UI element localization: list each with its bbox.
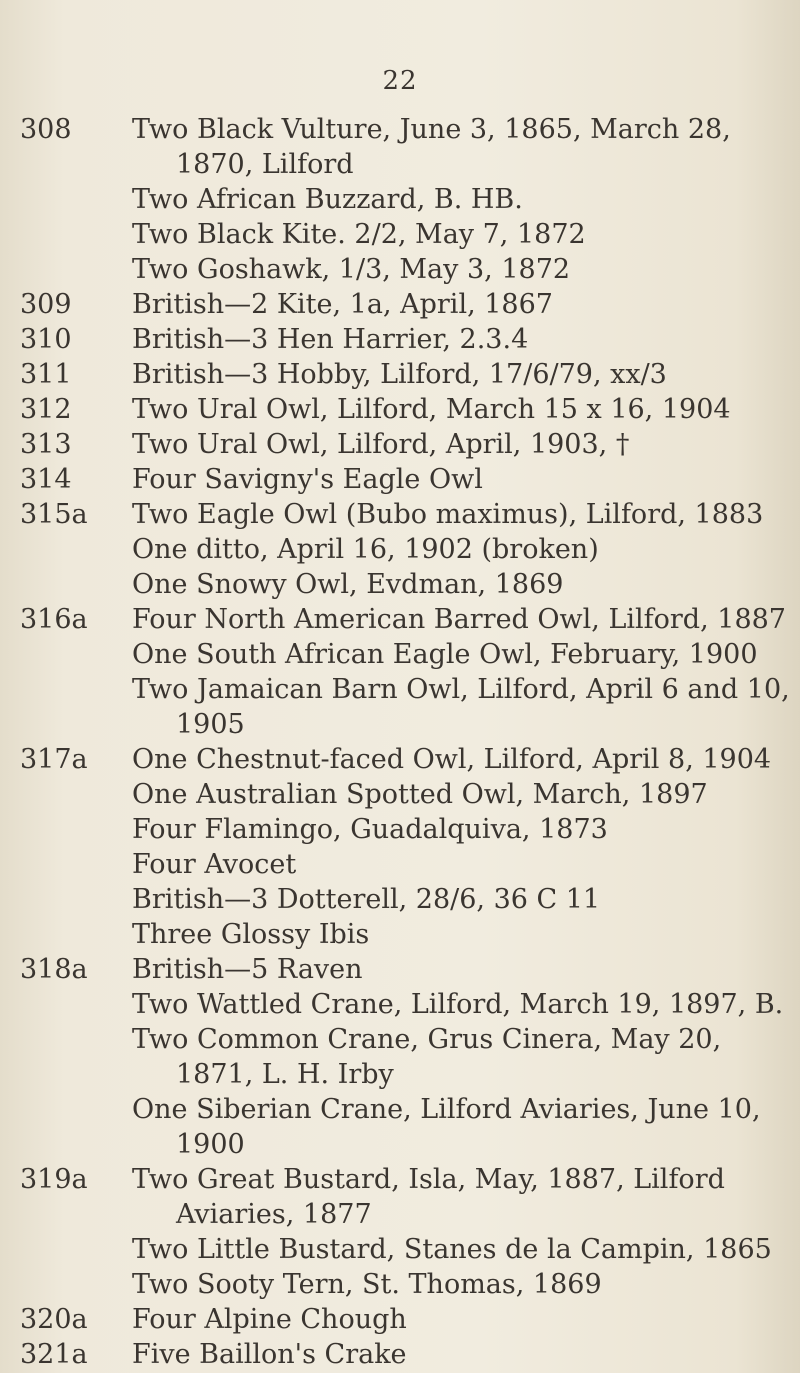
lot-entry bbox=[20, 602, 792, 742]
lot-description: Two Little Bustard, Stanes de la Campin, 1865 bbox=[132, 1234, 772, 1265]
lot-number: 320a bbox=[20, 1304, 88, 1335]
lot-description: Four Alpine Chough bbox=[132, 1304, 407, 1335]
lot-description: One Chestnut-faced Owl, Lilford, April 8, 1904 bbox=[132, 744, 772, 775]
lot-description: One ditto, April 16, 1902 (broken) bbox=[132, 534, 599, 565]
lot-number: 316a bbox=[20, 604, 88, 635]
lot-entry bbox=[20, 1162, 792, 1302]
lot-entry bbox=[20, 112, 792, 287]
page-number: 22 bbox=[382, 66, 418, 96]
lot-description: One South African Eagle Owl, February, 1900 bbox=[132, 639, 758, 670]
lot-number: 315a bbox=[20, 499, 88, 530]
lot-description: Two Ural Owl, Lilford, March 15 x 16, 1904 bbox=[132, 394, 731, 425]
lot-number: 318a bbox=[20, 954, 88, 985]
lot-number: 309 bbox=[20, 289, 72, 320]
lot-description: Two Common Crane, Grus Cinera, May 20, 1871, L. H. Irby bbox=[132, 1024, 722, 1090]
lot-description: Four North American Barred Owl, Lilford, 1887 bbox=[132, 604, 786, 635]
lot-number: 312 bbox=[20, 394, 72, 425]
lot-description: Two Sooty Tern, St. Thomas, 1869 bbox=[132, 1269, 602, 1300]
lot-number: 317a bbox=[20, 744, 88, 775]
lot-entry bbox=[20, 392, 792, 427]
lot-description: Two Eagle Owl (Bubo maximus), Lilford, 1883 bbox=[132, 499, 764, 530]
lot-entry bbox=[20, 357, 792, 392]
lot-description: Two Ural Owl, Lilford, April, 1903, † bbox=[132, 429, 630, 460]
lot-description: Two Great Bustard, Isla, May, 1887, Lilford Aviaries, 1877 bbox=[132, 1164, 725, 1230]
lot-number: 314 bbox=[20, 464, 72, 495]
lot-description: British—3 Hen Harrier, 2.3.4 bbox=[132, 324, 529, 355]
lot-entry bbox=[20, 1302, 792, 1337]
lot-description: Four Avocet bbox=[132, 849, 297, 880]
lot-description: Two African Buzzard, B. HB. bbox=[132, 184, 523, 215]
lot-number: 313 bbox=[20, 429, 72, 460]
lot-description: British—5 Raven bbox=[132, 954, 363, 985]
lot-description: Four Flamingo, Guadalquiva, 1873 bbox=[132, 814, 608, 845]
lot-description: Two Wattled Crane, Lilford, March 19, 1897, B. bbox=[132, 989, 784, 1020]
lot-number: 311 bbox=[20, 359, 72, 390]
lot-description: Two Black Kite. 2/2, May 7, 1872 bbox=[132, 219, 586, 250]
lot-entry bbox=[20, 952, 792, 1162]
lot-number: 308 bbox=[20, 114, 72, 145]
lot-description: Four Savigny's Eagle Owl bbox=[132, 464, 483, 495]
lot-description: Three Glossy Ibis bbox=[132, 919, 370, 950]
lot-description: British—2 Kite, 1a, April, 1867 bbox=[132, 289, 553, 320]
lot-entry bbox=[20, 497, 792, 602]
lot-entry bbox=[20, 1337, 792, 1372]
lot-number: 321a bbox=[20, 1339, 88, 1370]
lot-description: One Siberian Crane, Lilford Aviaries, June 10, 1900 bbox=[132, 1094, 761, 1160]
lot-number: 310 bbox=[20, 324, 72, 355]
lot-description: One Australian Spotted Owl, March, 1897 bbox=[132, 779, 708, 810]
lot-description: Two Jamaican Barn Owl, Lilford, April 6 and 10, 1905 bbox=[132, 674, 790, 740]
lot-description: One Snowy Owl, Evdman, 1869 bbox=[132, 569, 564, 600]
lot-entry bbox=[20, 462, 792, 497]
lot-description: Two Goshawk, 1/3, May 3, 1872 bbox=[132, 254, 571, 285]
lot-entry bbox=[20, 742, 792, 952]
lot-entry bbox=[20, 322, 792, 357]
lot-description: Five Baillon's Crake bbox=[132, 1339, 407, 1370]
lot-number: 319a bbox=[20, 1164, 88, 1195]
lot-description: British—3 Hobby, Lilford, 17/6/79, xx/3 bbox=[132, 359, 667, 390]
lot-description: Two Black Vulture, June 3, 1865, March 28, 1870, Lilford bbox=[132, 114, 731, 180]
lot-entry bbox=[20, 427, 792, 462]
lot-description: British—3 Dotterell, 28/6, 36 C 11 bbox=[132, 884, 601, 915]
lot-entry bbox=[20, 287, 792, 322]
lot-list bbox=[20, 112, 792, 1372]
